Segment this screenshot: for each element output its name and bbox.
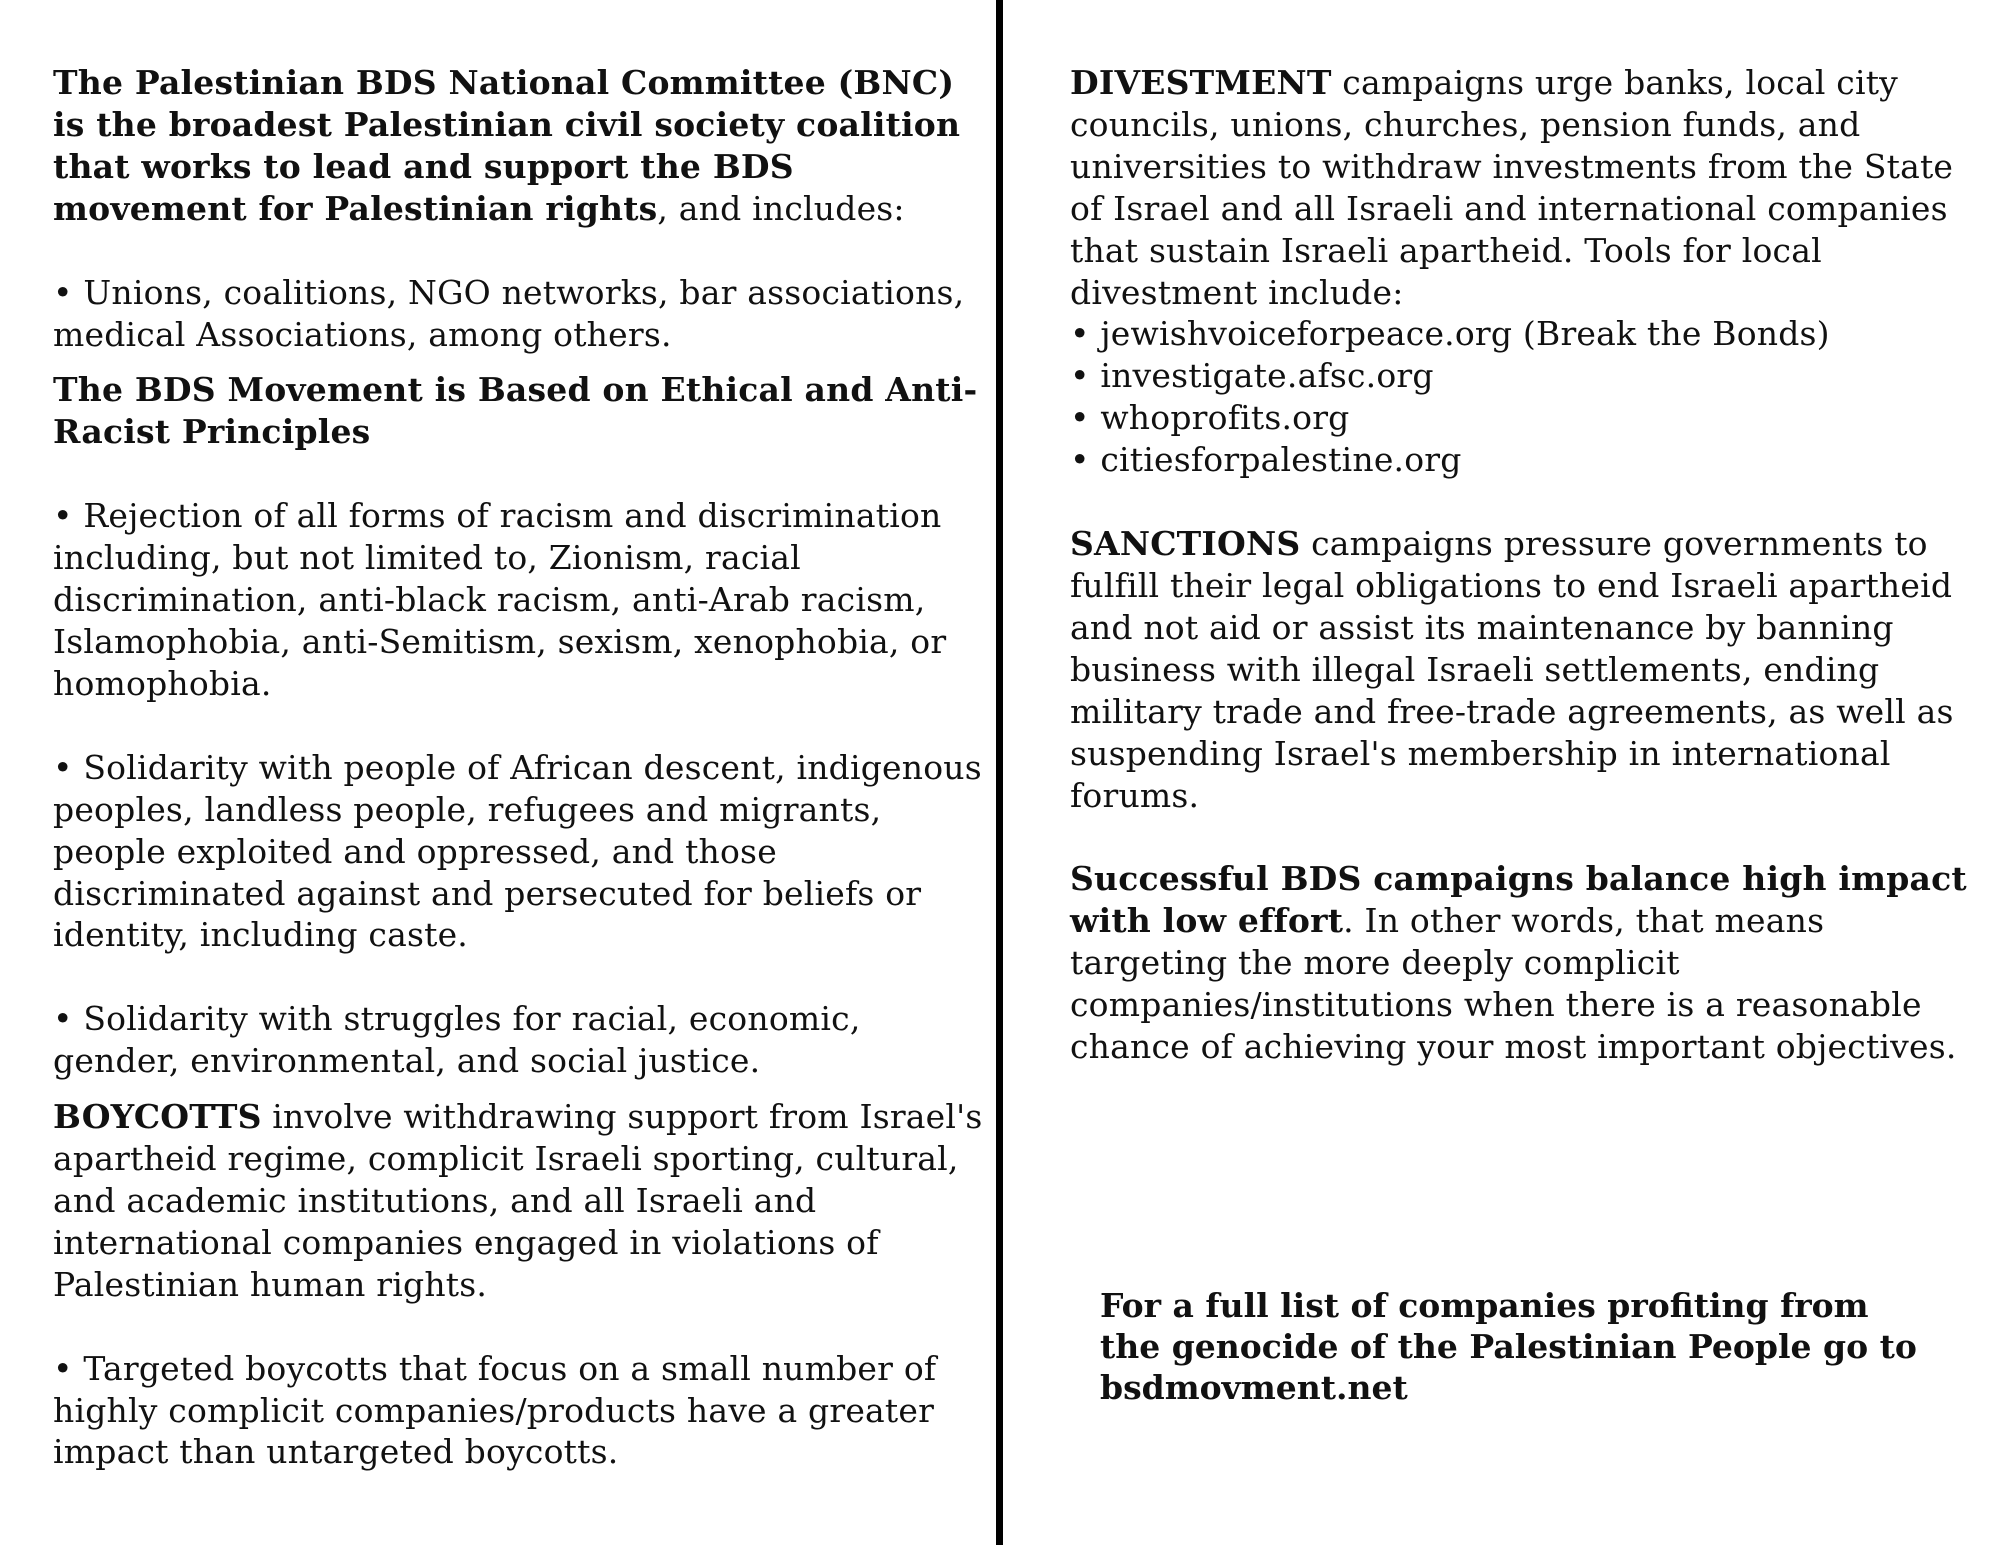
divestment-tool-item: • citiesforpalestine.org (1070, 440, 1462, 480)
right-column (1070, 62, 1985, 1068)
footer-note: For a full list of companies profiting from the genocide of the Palestinian People go to bsdmovment.net (1100, 1286, 1917, 1407)
principles-heading (53, 369, 983, 453)
divestment-tool-item: • investigate.afsc.org (1070, 356, 1434, 396)
successful-rest: . In other words, that means targeting the more deeply complicit companies/institutions when there is a reasonable chance of achieving your most important objectives. (1070, 901, 1957, 1067)
principles-heading-text: The BDS Movement is Based on Ethical and Anti-Racist Principles (53, 370, 978, 452)
successful-bold: Successful BDS campaigns balance high impact with low effort (1070, 859, 1967, 941)
principle-bullet-solidarity-struggles: • Solidarity with struggles for racial, economic, gender, environmental, and social justice. (53, 999, 861, 1081)
divestment-rest: campaigns urge banks, local city councils, unions, churches, pension funds, and universities to withdraw investments from the State of Israel and all Israeli and international companies that sustain Israeli apartheid. Tools for local divestment include: (1070, 63, 1954, 312)
boycotts-paragraph (53, 1096, 983, 1306)
divestment-tool-item: • jewishvoiceforpeace.org (Break the Bonds) (1070, 314, 1830, 354)
boycotts-rest: involve withdrawing support from Israel's apartheid regime, complicit Israeli sporting, cultural, and academic institutions, and all Israeli and international companies engaged in violations of Palestinian human rights. (53, 1097, 983, 1304)
sanctions-paragraph (1070, 523, 1985, 816)
intro-bold: The Palestinian BDS National Committee (BNC) is the broadest Palestinian civil society coalition that works to lead and support the BDS movement for Palestinian rights (53, 63, 961, 228)
divestment-paragraph (1070, 62, 1985, 313)
column-divider (996, 0, 1003, 1545)
sanctions-rest: campaigns pressure governments to fulfill their legal obligations to end Israeli apartheid and not aid or assist its maintenance by banning business with illegal Israeli settlements, ending military trade and free-trade agreements, as well as suspending Israel's membership in international forums. (1070, 524, 1954, 815)
principle-bullet-solidarity-people: • Solidarity with people of African descent, indigenous peoples, landless people, refugees and migrants, people exploited and oppressed, and those discriminated against and persecuted for beliefs or identity, including caste. (53, 747, 982, 955)
intro-rest: , and includes: (657, 188, 905, 228)
sanctions-bold: SANCTIONS (1070, 524, 1301, 564)
left-column (53, 62, 983, 1473)
successful-paragraph (1070, 858, 1985, 1068)
boycotts-bold: BOYCOTTS (53, 1097, 262, 1137)
divestment-bold: DIVESTMENT (1070, 63, 1332, 102)
boycotts-bullet: • Targeted boycotts that focus on a small number of highly complicit companies/products have a greater impact than untargeted boycotts. (53, 1348, 937, 1472)
includes-bullet: • Unions, coalitions, NGO networks, bar associations, medical Associations, among others. (53, 272, 965, 354)
divestment-tool-item: • whoprofits.org (1070, 398, 1350, 438)
principle-bullet-racism: • Rejection of all forms of racism and discrimination including, but not limited to, Zionism, racial discrimination, anti-black racism, anti-Arab racism, Islamophobia, anti-Semitism, sexism, xenophobia, or homophobia. (53, 496, 947, 703)
intro-paragraph (53, 62, 983, 230)
